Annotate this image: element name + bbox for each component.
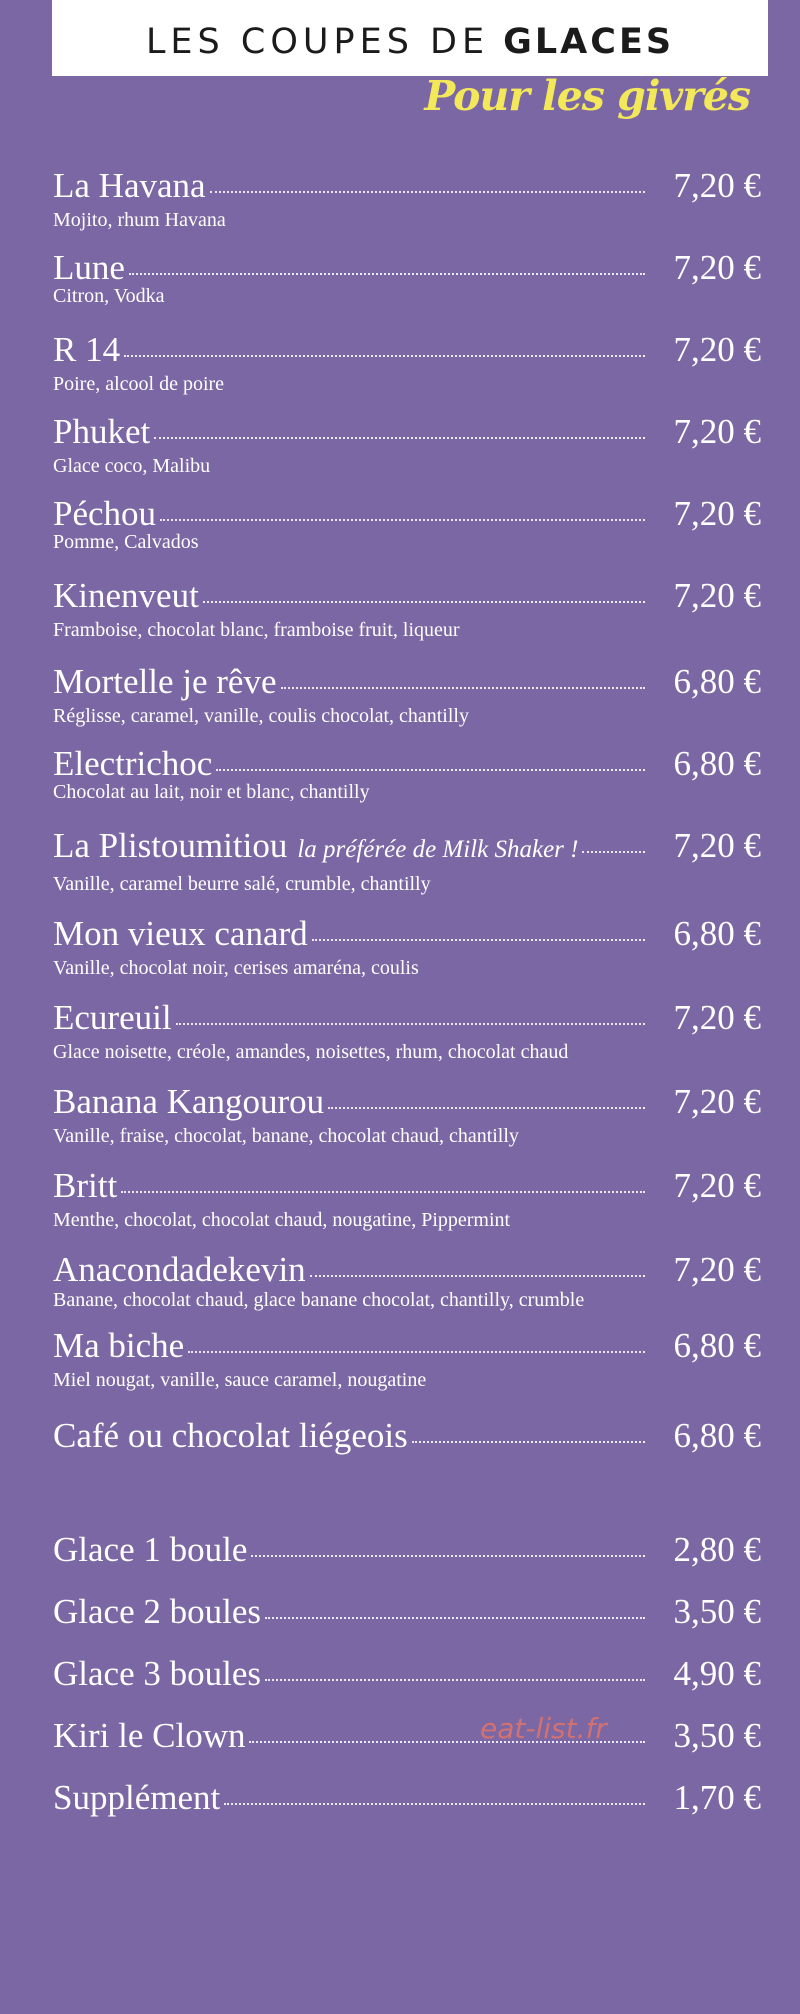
item-price: 7,20 €	[673, 166, 761, 205]
dot-leader	[265, 1679, 645, 1681]
dot-leader	[124, 355, 645, 357]
header-title-bold: GLACES	[503, 22, 675, 62]
item-price: 7,20 €	[673, 494, 761, 533]
item-description: Framboise, chocolat blanc, framboise fruit, liqueur	[53, 619, 460, 641]
item-description: Glace noisette, créole, amandes, noisettes, rhum, chocolat chaud	[53, 1041, 569, 1063]
menu-item-la-havana	[53, 165, 761, 231]
dot-leader	[188, 1351, 645, 1353]
menu-item-kiri-le-clown	[53, 1713, 761, 1759]
item-description: Poire, alcool de poire	[53, 373, 225, 395]
item-price: 1,70 €	[673, 1778, 761, 1817]
menu-item-glace-1-boule	[53, 1527, 761, 1573]
item-price: 3,50 €	[673, 1592, 761, 1631]
item-price: 6,80 €	[673, 1326, 761, 1365]
menu-item-lune	[53, 247, 761, 307]
menu-item-ma-biche	[53, 1325, 761, 1391]
dot-leader	[582, 851, 645, 853]
item-price: 7,20 €	[673, 1250, 761, 1289]
menu-item-cafe-chocolat-liegeois	[53, 1415, 761, 1457]
item-tagline: la préférée de Milk Shaker !	[297, 836, 579, 863]
item-description: Banane, chocolat chaud, glace banane chocolat, chantilly, crumble	[53, 1289, 585, 1311]
dot-leader	[154, 437, 645, 439]
item-name: Péchou	[53, 494, 157, 533]
item-price: 6,80 €	[673, 914, 761, 953]
header-title-light: LES COUPES DE	[145, 22, 490, 62]
item-price: 7,20 €	[673, 330, 761, 369]
dot-leader	[312, 939, 645, 941]
item-name: Café ou chocolat liégeois	[53, 1416, 408, 1455]
dot-leader	[224, 1803, 645, 1805]
item-description: Pomme, Calvados	[53, 531, 199, 553]
menu-item-r14	[53, 329, 761, 395]
menu-item-phuket	[53, 411, 761, 477]
item-name: Anacondadekevin	[53, 1250, 306, 1289]
item-price: 7,20 €	[673, 1082, 761, 1121]
menu-item-britt	[53, 1165, 761, 1231]
item-name: Glace 1 boule	[53, 1530, 248, 1569]
dot-leader	[129, 273, 645, 275]
dot-leader	[412, 1441, 645, 1443]
item-description: Chocolat au lait, noir et blanc, chantilly	[53, 781, 370, 803]
dot-leader	[328, 1107, 645, 1109]
item-price: 7,20 €	[673, 248, 761, 287]
item-price: 2,80 €	[673, 1530, 761, 1569]
item-name: Supplément	[53, 1778, 221, 1817]
item-name: Glace 2 boules	[53, 1592, 261, 1631]
item-name: La Plistoumitiou	[53, 826, 288, 865]
menu-item-mon-vieux-canard	[53, 913, 761, 979]
item-price: 3,50 €	[673, 1716, 761, 1755]
item-description: Vanille, chocolat noir, cerises amaréna, coulis	[53, 957, 419, 979]
menu-item-electrichoc	[53, 743, 761, 803]
item-description: Vanille, caramel beurre salé, crumble, chantilly	[53, 873, 431, 895]
item-description: Citron, Vodka	[53, 285, 165, 307]
dot-leader	[281, 687, 645, 689]
item-name: Glace 3 boules	[53, 1654, 261, 1693]
item-price: 7,20 €	[673, 826, 761, 865]
menu-subtitle: Pour les givrés	[424, 72, 750, 120]
menu-item-anacondadekevin	[53, 1249, 761, 1311]
item-price: 6,80 €	[673, 744, 761, 783]
item-name: La Havana	[53, 166, 206, 205]
item-price: 7,20 €	[673, 998, 761, 1037]
dot-leader	[176, 1023, 645, 1025]
menu-list	[53, 165, 761, 1821]
dot-leader	[160, 519, 645, 521]
item-price: 4,90 €	[673, 1654, 761, 1693]
item-price: 7,20 €	[673, 1166, 761, 1205]
menu-item-pechou	[53, 493, 761, 553]
item-name: Phuket	[53, 412, 151, 451]
dot-leader	[121, 1191, 645, 1193]
menu-item-mortelle-je-reve	[53, 661, 761, 727]
dot-leader	[310, 1275, 645, 1277]
item-name: Ma biche	[53, 1326, 185, 1365]
menu-item-ecureuil	[53, 997, 761, 1063]
item-price: 6,80 €	[673, 662, 761, 701]
menu-item-supplement	[53, 1775, 761, 1821]
item-price: 6,80 €	[673, 1416, 761, 1455]
item-name: Kiri le Clown	[53, 1716, 246, 1755]
dot-leader	[203, 601, 645, 603]
item-name: Banana Kangourou	[53, 1082, 325, 1121]
item-description: Menthe, chocolat, chocolat chaud, nougatine, Pippermint	[53, 1209, 511, 1231]
item-description: Glace coco, Malibu	[53, 455, 211, 477]
item-name: Ecureuil	[53, 998, 172, 1037]
dot-leader	[210, 191, 645, 193]
item-name: Lune	[53, 248, 125, 287]
dot-leader	[251, 1555, 645, 1557]
dot-leader	[216, 769, 645, 771]
item-price: 7,20 €	[673, 412, 761, 451]
item-price: 7,20 €	[673, 576, 761, 615]
dot-leader	[265, 1617, 645, 1619]
item-name: Mon vieux canard	[53, 914, 308, 953]
menu-header-banner	[52, 0, 768, 76]
watermark-text: eat-list.fr	[480, 1712, 607, 1745]
item-description: Miel nougat, vanille, sauce caramel, nougatine	[53, 1369, 427, 1391]
item-name: Kinenveut	[53, 576, 199, 615]
item-name: R 14	[53, 330, 121, 369]
menu-item-glace-3-boules	[53, 1651, 761, 1697]
item-description: Réglisse, caramel, vanille, coulis chocolat, chantilly	[53, 705, 469, 727]
item-name: Britt	[53, 1166, 118, 1205]
item-description: Vanille, fraise, chocolat, banane, chocolat chaud, chantilly	[53, 1125, 519, 1147]
menu-item-kinenveut	[53, 575, 761, 641]
item-name: Electrichoc	[53, 744, 213, 783]
item-name: Mortelle je rêve	[53, 662, 277, 701]
item-description: Mojito, rhum Havana	[53, 209, 226, 231]
menu-item-glace-2-boules	[53, 1589, 761, 1635]
menu-item-la-plistoumitiou	[53, 825, 761, 895]
menu-item-banana-kangourou	[53, 1081, 761, 1147]
